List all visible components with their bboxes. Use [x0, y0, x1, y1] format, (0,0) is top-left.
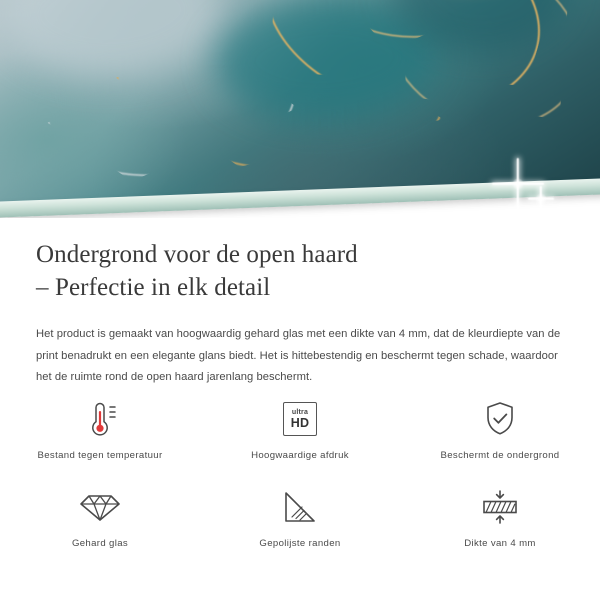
- feature-item-polished-edges: [200, 480, 400, 562]
- feature-item-temperature: [0, 392, 200, 474]
- hero-image-inner: [0, 0, 600, 218]
- headline-line-2: – Perfectie in elk detail: [36, 274, 271, 301]
- description-paragraph: Het product is gemaakt van hoogwaardig gehard glas met een dikte van 4 mm, dat de kleurdiepte van de print benadrukt en een elegante glans biedt. Het is hittebestendig en beschermt tegen schade, waardoor het de ruimte rond de open haard jarenlang beschermt.: [36, 328, 561, 383]
- feature-label: Gehard glas: [71, 538, 129, 549]
- badge-top-text: ultra: [291, 408, 309, 416]
- text-content: [0, 218, 600, 389]
- thickness-4mm-icon: [478, 484, 522, 530]
- polished-edges-icon: [280, 484, 320, 530]
- feature-item-surface-protection: [400, 392, 600, 474]
- feature-label: Gepolijste randen: [259, 538, 341, 549]
- headline-line-1: Ondergrond voor de open haard: [36, 241, 358, 268]
- feature-item-tempered-glass: [0, 480, 200, 562]
- thermometer-icon: [80, 396, 120, 442]
- ultra-hd-icon: [283, 396, 317, 442]
- feature-label: Beschermt de ondergrond: [440, 450, 560, 461]
- hero-image: [0, 0, 600, 218]
- badge-bottom-text: HD: [290, 415, 310, 430]
- feature-item-thickness: [400, 480, 600, 562]
- feature-label: Bestand tegen temperatuur: [37, 450, 163, 461]
- feature-grid: [0, 392, 600, 562]
- shield-check-icon: [480, 396, 520, 442]
- feature-label: Dikte van 4 mm: [464, 538, 536, 549]
- page-title: [36, 238, 564, 304]
- diamond-icon: [78, 484, 122, 530]
- feature-label: Hoogwaardige afdruk: [251, 450, 349, 461]
- glass-panel-artwork: [0, 0, 600, 213]
- feature-item-print-quality: [200, 392, 400, 474]
